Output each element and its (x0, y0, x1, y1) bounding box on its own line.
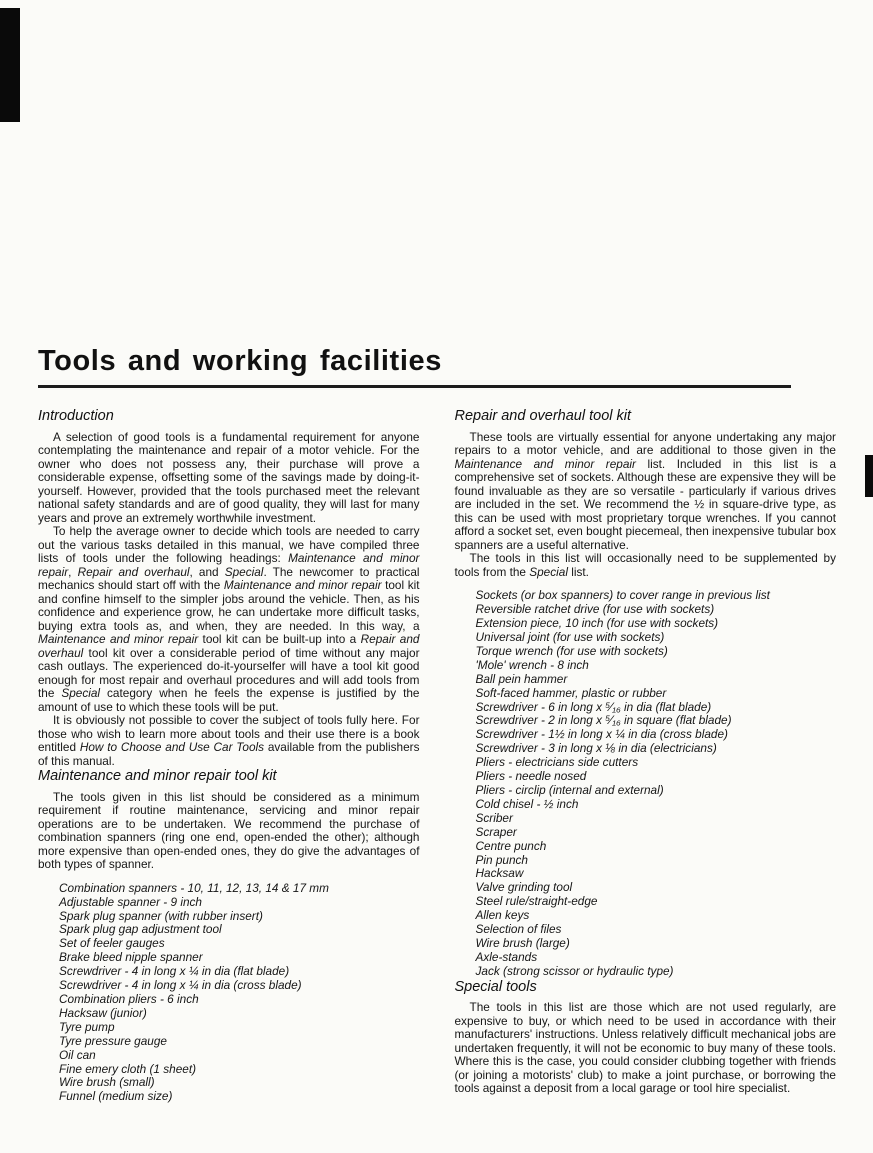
tool-list-item: Scriber (475, 810, 513, 825)
tool-list-item: Combination spanners - 10, 11, 12, 13, 14 & 17 mm (59, 880, 329, 895)
tool-list-item: Axle-stands (475, 949, 538, 964)
tool-list-item: Screwdriver - 4 in long x ¼ in dia (flat blade) (59, 964, 290, 979)
tool-list-item: Universal joint (for use with sockets) (475, 630, 665, 645)
section-heading-repair: Repair and overhaul tool kit (454, 408, 632, 425)
tool-list-item: Centre punch (475, 838, 547, 853)
left-column (38, 408, 420, 1104)
tool-list-item: Spark plug gap adjustment tool (59, 922, 222, 937)
section-heading-introduction: Introduction (38, 408, 114, 425)
tool-list-item: Pliers - needle nosed (475, 769, 587, 784)
tool-list-item: Adjustable spanner - 9 inch (59, 894, 202, 909)
tool-list-item: Combination pliers - 6 inch (59, 991, 199, 1006)
tool-list-item: Oil can (59, 1047, 96, 1062)
tool-list-item: 'Mole' wrench - 8 inch (475, 657, 589, 672)
tool-list-item: Fine emery cloth (1 sheet) (59, 1061, 197, 1076)
tool-list-item: Sockets (or box spanners) to cover range in previous list (475, 588, 770, 603)
tool-list-item: Tyre pump (59, 1019, 115, 1034)
tool-list-item: Cold chisel - ½ inch (475, 796, 579, 811)
tool-list-item: Pin punch (475, 852, 528, 867)
tool-list-item: Set of feeler gauges (59, 936, 165, 951)
tool-list-item: Screwdriver - 3 in long x ⅛ in dia (electricians) (475, 741, 717, 756)
tool-list-item: Funnel (medium size) (59, 1089, 173, 1104)
tool-list-item: Wire brush (small) (59, 1075, 155, 1090)
intro-paragraph-1: A selection of good tools is a fundamental requirement for anyone contemplating the maintenance and repair of a motor vehicle. For the owner who does not possess any, their purchase will prove a considerable expense, offsetting some of the savings made by doing-it-yourself. However, provided that the tools purchased meet the relevant national safety standards and are of good quality, they will last for many years and prove an extremely worthwhile investment. (38, 429, 420, 525)
page-title: Tools and working facilities (38, 345, 442, 377)
tool-list-item: Wire brush (large) (475, 935, 570, 950)
intro-paragraph-3: It is obviously not possible to cover the subject of tools fully here. For those who wish to learn more about tools and their use there is a book entitled How to Choose and Use Car Tools available from the publishers of this manual. (38, 713, 420, 768)
tool-list-item: Extension piece, 10 inch (for use with sockets) (475, 616, 719, 631)
tool-list-item: Screwdriver - 1½ in long x ¼ in dia (cross blade) (475, 727, 728, 742)
content-columns (38, 408, 836, 1104)
repair-tool-list (455, 589, 837, 978)
tool-list-item: Pliers - circlip (internal and external) (475, 783, 664, 798)
tool-list-item: Jack (strong scissor or hydraulic type) (475, 963, 674, 978)
print-mark-right (865, 455, 873, 497)
tool-list-item: Screwdriver - 6 in long x ⁵⁄₁₆ in dia (flat blade) (475, 699, 712, 714)
repair-paragraph-1: These tools are virtually essential for anyone undertaking any major repairs to a motor vehicle, and are additional to those given in the Maintenance and minor repair list. Included in this list is a comprehensive set of sockets. Although these are expensive they will be found invaluable as they are so versatile - particularly if various drives are included in the set. We recommend the ½ in square-drive type, as this can be used with most proprietary torque wrenches. If you cannot afford a socket set, even bought piecemeal, then inexpensive tubular box spanners are a useful alternative. (454, 429, 837, 552)
tool-list-item: Ball pein hammer (475, 671, 568, 686)
page-header (38, 346, 836, 388)
tool-list-item: Hacksaw (475, 866, 524, 881)
tool-list-item: Valve grinding tool (475, 880, 573, 895)
maintenance-tool-list (38, 882, 420, 1105)
tool-list-item: Reversible ratchet drive (for use with sockets) (475, 602, 715, 617)
tool-list-item: Steel rule/straight-edge (475, 894, 598, 909)
intro-paragraph-2: To help the average owner to decide which tools are needed to carry out the various tasks detailed in this manual, we have compiled three lists of tools under the following headings: Maintenance and minor repair, Repair and overhaul, and Special. The newcomer to practical mechanics should start off with the Maintenance and minor repair tool kit and confine himself to the simpler jobs around the vehicle. Then, as his confidence and experience grow, he can undertake more difficult tasks, buying extra tools as, and when, they are needed. In this way, a Maintenance and minor repair tool kit can be built-up into a Repair and overhaul tool kit over a considerable period of time without any major cash outlays. The experienced do-it-yourselfer will have a tool kit good enough for most repair and overhaul procedures and will add tools from the Special category when he feels the expense is justified by the amount of use to which these tools will be put. (38, 524, 420, 714)
section-heading-maintenance: Maintenance and minor repair tool kit (38, 768, 277, 785)
tool-list-item: Hacksaw (junior) (59, 1005, 147, 1020)
tool-list-item: Soft-faced hammer, plastic or rubber (475, 685, 667, 700)
tool-list-item: Tyre pressure gauge (59, 1033, 167, 1048)
tool-list-item: Screwdriver - 2 in long x ⁵⁄₁₆ in square (flat blade) (475, 713, 732, 728)
title-rule (38, 385, 791, 388)
tool-list-item: Screwdriver - 4 in long x ¼ in dia (cross blade) (59, 978, 302, 993)
tool-list-item: Allen keys (475, 908, 530, 923)
tool-list-item: Spark plug spanner (with rubber insert) (59, 908, 263, 923)
right-column (455, 408, 837, 1104)
section-heading-special: Special tools (454, 978, 537, 995)
maintenance-paragraph: The tools given in this list should be considered as a minimum requirement if routine maintenance, servicing and minor repair operations are to be undertaken. We recommend the purchase of combination spanners (ring one end, open-ended the other); although more expensive than open-ended ones, they do give the advantages of both types of spanner. (38, 789, 420, 872)
special-paragraph: The tools in this list are those which are not used regularly, are expensive to buy, or which need to be used in accordance with their manufacturers' instructions. Unless relatively difficult mechanical jobs are undertaken frequently, it will not be economic to buy many of these tools. Where this is the case, you could consider clubbing together with friends (or joining a motorists' club) to make a joint purchase, or borrowing the tools against a deposit from a local garage or tool hire specialist. (454, 1000, 836, 1096)
tool-list-item: Pliers - electricians side cutters (475, 755, 639, 770)
tool-list-item: Brake bleed nipple spanner (59, 950, 203, 965)
repair-paragraph-2: The tools in this list will occasionally need to be supplemented by tools from the Special list. (454, 551, 836, 579)
print-mark-left (0, 8, 20, 122)
tool-list-item: Scraper (475, 824, 517, 839)
tool-list-item: Selection of files (475, 922, 562, 937)
tool-list-item: Torque wrench (for use with sockets) (475, 643, 668, 658)
